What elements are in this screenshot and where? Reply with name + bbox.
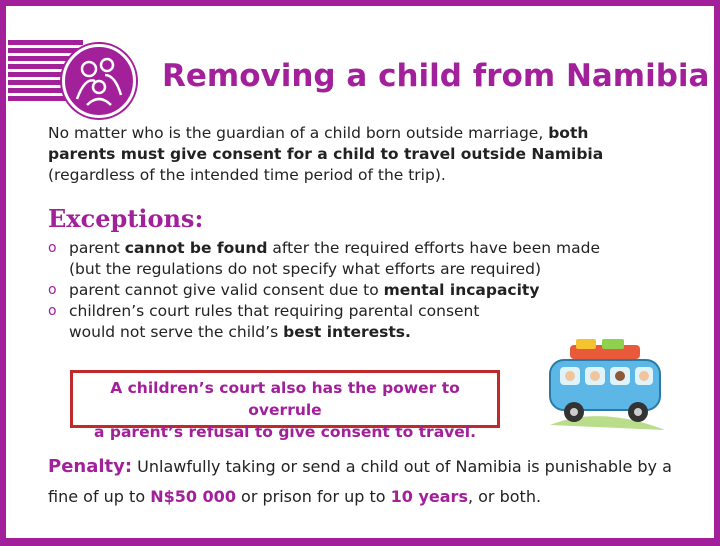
penalty-paragraph: [48, 452, 688, 512]
list-item: [48, 238, 618, 280]
exceptions-list: [48, 238, 618, 343]
item-text: parent: [69, 239, 125, 257]
callout-line-1: A children’s court also has the power to overrule: [110, 379, 460, 419]
bullet-icon: o: [48, 303, 57, 319]
bullet-icon: o: [48, 282, 57, 298]
penalty-text-2: or prison for up to: [235, 487, 391, 506]
intro-text-end: (regardless of the intended time period of the trip).: [48, 166, 446, 184]
intro-bold-consent: parents must give consent for a child to travel outside Namibia: [48, 145, 604, 163]
penalty-amount: N$50 000: [150, 487, 236, 506]
item-bold: cannot be found: [124, 239, 268, 257]
list-item: [48, 301, 529, 343]
page-title: Removing a child from Namibia: [162, 58, 710, 94]
intro-paragraph: [48, 123, 668, 186]
school-bus-illustration: [540, 335, 670, 435]
bullet-icon: o: [48, 240, 57, 256]
list-item: [48, 280, 618, 301]
item-text-end: after the required efforts have been made (but the regulations do not specify what efforts are required): [69, 239, 600, 278]
intro-bold-both: both: [548, 124, 589, 142]
family-logo-icon: [62, 44, 136, 118]
item-bold: best interests.: [283, 323, 411, 341]
item-text: children’s court rules that requiring parental consent would not serve the child’s: [69, 302, 480, 341]
penalty-years: 10 years: [390, 487, 468, 506]
court-power-callout: [70, 370, 500, 441]
item-text: parent cannot give valid consent due to: [69, 281, 384, 299]
penalty-text-3: , or both.: [467, 487, 542, 506]
callout-line-2: a parent’s refusal to give consent to travel.: [94, 423, 476, 441]
item-bold: mental incapacity: [383, 281, 540, 299]
intro-text: No matter who is the guardian of a child born outside marriage,: [48, 124, 549, 142]
penalty-text: Unlawfully taking or send a child out of Namibia is punishable by a fine of up to: [48, 457, 672, 506]
penalty-label: Penalty:: [48, 456, 133, 477]
exceptions-heading: Exceptions:: [48, 204, 204, 233]
